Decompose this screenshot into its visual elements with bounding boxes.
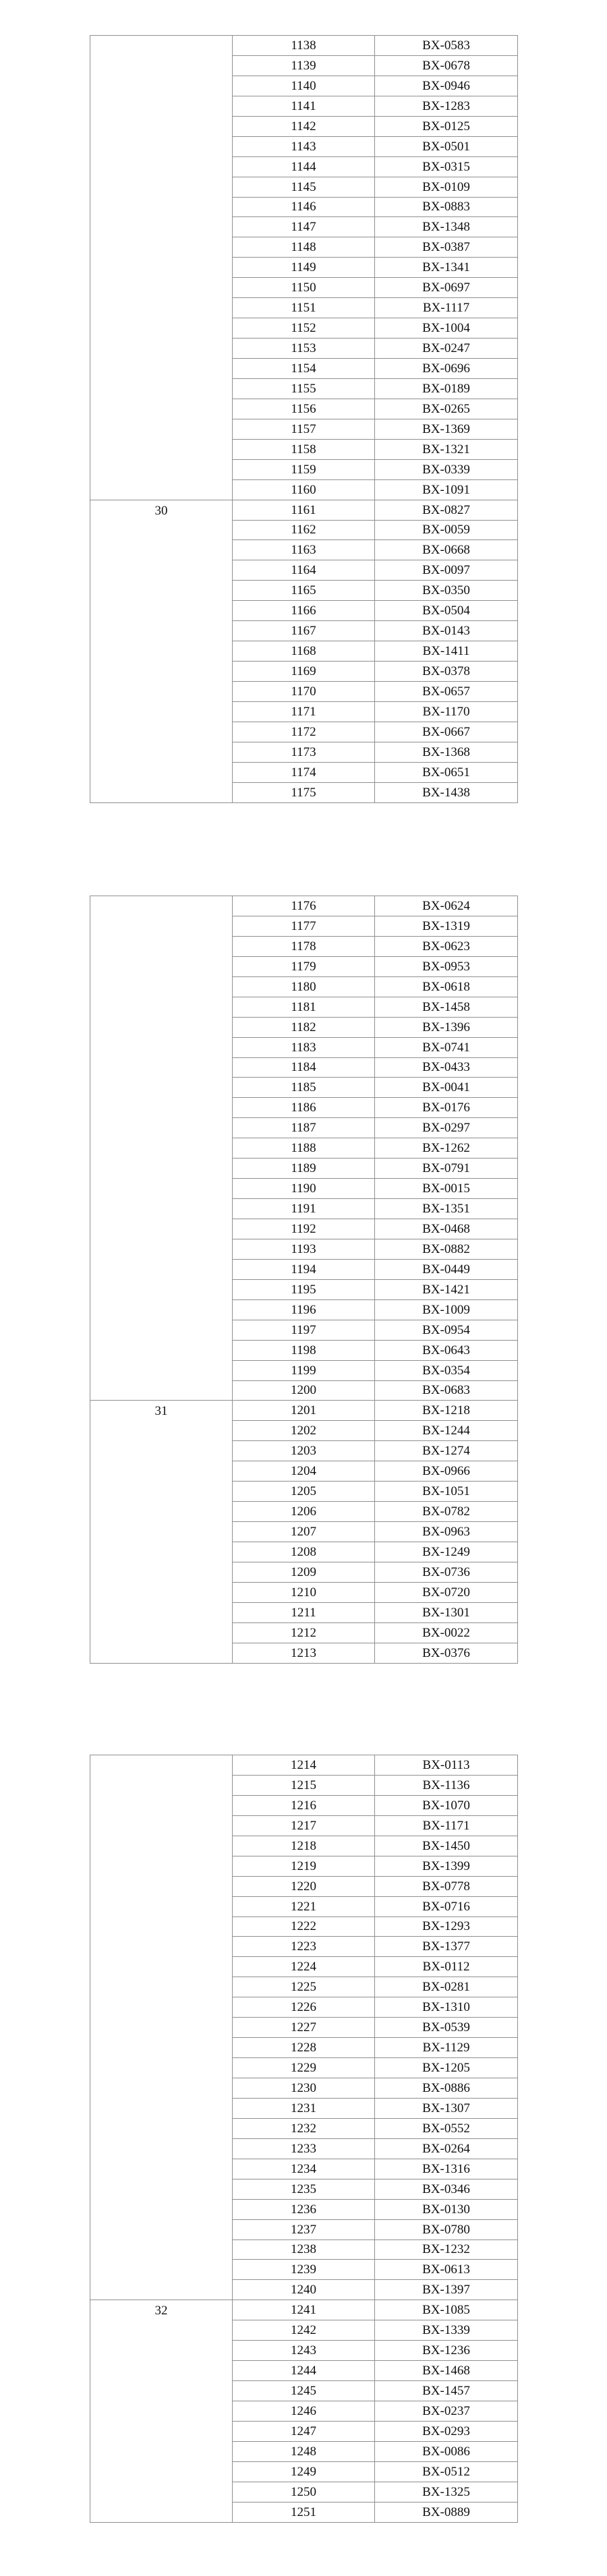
code-cell: BX-0022 — [375, 1622, 518, 1643]
seat-number-cell: 1148 — [233, 237, 375, 258]
code-cell: BX-0651 — [375, 762, 518, 782]
code-cell: BX-1468 — [375, 2361, 518, 2381]
seat-number-cell: 1186 — [233, 1098, 375, 1118]
seat-number-cell: 1196 — [233, 1299, 375, 1320]
seat-number-cell: 1162 — [233, 520, 375, 540]
group-number-cell — [90, 1755, 233, 2300]
seat-number-cell: 1160 — [233, 479, 375, 500]
seat-number-cell: 1220 — [233, 1876, 375, 1896]
code-cell: BX-1396 — [375, 1017, 518, 1037]
code-cell: BX-1301 — [375, 1602, 518, 1622]
group-number-cell — [90, 36, 233, 500]
seat-number-cell: 1229 — [233, 2058, 375, 2078]
seat-number-cell: 1156 — [233, 399, 375, 419]
seat-number-cell: 1212 — [233, 1622, 375, 1643]
seat-number-cell: 1166 — [233, 601, 375, 621]
table-row — [90, 36, 518, 56]
code-cell: BX-0716 — [375, 1896, 518, 1916]
code-cell: BX-1244 — [375, 1421, 518, 1441]
seat-number-cell: 1190 — [233, 1179, 375, 1199]
seat-number-cell: 1242 — [233, 2320, 375, 2341]
code-cell: BX-1341 — [375, 258, 518, 278]
code-cell: BX-1091 — [375, 479, 518, 500]
code-cell: BX-0315 — [375, 156, 518, 177]
code-cell: BX-0657 — [375, 682, 518, 702]
table-page-3 — [90, 1755, 517, 2523]
code-cell: BX-0966 — [375, 1461, 518, 1482]
seat-number-cell: 1225 — [233, 1977, 375, 1997]
seat-number-cell: 1210 — [233, 1582, 375, 1602]
seat-number-cell: 1244 — [233, 2361, 375, 2381]
code-cell: BX-0886 — [375, 2078, 518, 2099]
code-cell: BX-0237 — [375, 2401, 518, 2422]
seat-number-cell: 1187 — [233, 1118, 375, 1138]
code-cell: BX-0613 — [375, 2260, 518, 2280]
seat-number-cell: 1176 — [233, 896, 375, 916]
code-cell: BX-0963 — [375, 1522, 518, 1542]
seat-number-cell: 1183 — [233, 1037, 375, 1057]
seat-number-cell: 1146 — [233, 197, 375, 217]
seat-number-cell: 1200 — [233, 1380, 375, 1401]
code-cell: BX-1232 — [375, 2240, 518, 2260]
seat-number-cell: 1213 — [233, 1643, 375, 1663]
seat-number-cell: 1208 — [233, 1542, 375, 1562]
seat-number-cell: 1207 — [233, 1522, 375, 1542]
code-cell: BX-1129 — [375, 2038, 518, 2058]
code-cell: BX-0354 — [375, 1360, 518, 1380]
seat-number-cell: 1214 — [233, 1755, 375, 1776]
code-cell: BX-0882 — [375, 1239, 518, 1259]
seat-number-cell: 1171 — [233, 701, 375, 722]
code-cell: BX-0501 — [375, 136, 518, 156]
code-cell: BX-0346 — [375, 2179, 518, 2199]
table-row — [90, 500, 518, 520]
roster-table — [90, 896, 518, 1664]
code-cell: BX-0059 — [375, 520, 518, 540]
code-cell: BX-0539 — [375, 2018, 518, 2038]
code-cell: BX-0264 — [375, 2138, 518, 2159]
seat-number-cell: 1221 — [233, 1896, 375, 1916]
code-cell: BX-0782 — [375, 1502, 518, 1522]
code-cell: BX-0954 — [375, 1320, 518, 1340]
seat-number-cell: 1174 — [233, 762, 375, 782]
seat-number-cell: 1204 — [233, 1461, 375, 1482]
seat-number-cell: 1147 — [233, 217, 375, 237]
seat-number-cell: 1175 — [233, 782, 375, 802]
code-cell: BX-0883 — [375, 197, 518, 217]
table-page-1 — [90, 35, 517, 803]
table-row — [90, 896, 518, 916]
seat-number-cell: 1236 — [233, 2199, 375, 2219]
seat-number-cell: 1157 — [233, 419, 375, 439]
seat-number-cell: 1251 — [233, 2502, 375, 2522]
seat-number-cell: 1167 — [233, 621, 375, 641]
seat-number-cell: 1141 — [233, 96, 375, 116]
seat-number-cell: 1182 — [233, 1017, 375, 1037]
seat-number-cell: 1202 — [233, 1421, 375, 1441]
code-cell: BX-0339 — [375, 459, 518, 479]
seat-number-cell: 1161 — [233, 500, 375, 520]
seat-number-cell: 1249 — [233, 2461, 375, 2482]
code-cell: BX-1348 — [375, 217, 518, 237]
code-cell: BX-1321 — [375, 439, 518, 459]
code-cell: BX-1249 — [375, 1542, 518, 1562]
seat-number-cell: 1240 — [233, 2280, 375, 2300]
group-number-cell: 31 — [90, 1401, 233, 1663]
seat-number-cell: 1178 — [233, 936, 375, 956]
code-cell: BX-1399 — [375, 1856, 518, 1876]
code-cell: BX-0130 — [375, 2199, 518, 2219]
seat-number-cell: 1150 — [233, 278, 375, 298]
seat-number-cell: 1179 — [233, 956, 375, 976]
code-cell: BX-1218 — [375, 1401, 518, 1421]
code-cell: BX-0778 — [375, 1876, 518, 1896]
roster-table — [90, 35, 518, 803]
seat-number-cell: 1216 — [233, 1795, 375, 1815]
seat-number-cell: 1197 — [233, 1320, 375, 1340]
seat-number-cell: 1238 — [233, 2240, 375, 2260]
seat-number-cell: 1155 — [233, 378, 375, 399]
seat-number-cell: 1250 — [233, 2482, 375, 2502]
code-cell: BX-0678 — [375, 55, 518, 76]
code-cell: BX-0552 — [375, 2118, 518, 2138]
seat-number-cell: 1239 — [233, 2260, 375, 2280]
code-cell: BX-1411 — [375, 641, 518, 662]
code-cell: BX-0946 — [375, 76, 518, 96]
code-cell: BX-1438 — [375, 782, 518, 802]
seat-number-cell: 1138 — [233, 36, 375, 56]
code-cell: BX-0350 — [375, 581, 518, 601]
seat-number-cell: 1226 — [233, 1997, 375, 2018]
group-number-cell — [90, 896, 233, 1401]
code-cell: BX-0953 — [375, 956, 518, 976]
code-cell: BX-0376 — [375, 1643, 518, 1663]
code-cell: BX-1319 — [375, 916, 518, 936]
seat-number-cell: 1184 — [233, 1057, 375, 1078]
code-cell: BX-1085 — [375, 2300, 518, 2320]
code-cell: BX-0618 — [375, 976, 518, 997]
code-cell: BX-1458 — [375, 997, 518, 1017]
code-cell: BX-0293 — [375, 2421, 518, 2441]
seat-number-cell: 1223 — [233, 1937, 375, 1957]
seat-number-cell: 1185 — [233, 1078, 375, 1098]
seat-number-cell: 1192 — [233, 1219, 375, 1239]
seat-number-cell: 1193 — [233, 1239, 375, 1259]
seat-number-cell: 1165 — [233, 581, 375, 601]
code-cell: BX-1051 — [375, 1482, 518, 1502]
code-cell: BX-0176 — [375, 1098, 518, 1118]
code-cell: BX-0736 — [375, 1562, 518, 1582]
code-cell: BX-1170 — [375, 701, 518, 722]
seat-number-cell: 1168 — [233, 641, 375, 662]
seat-number-cell: 1177 — [233, 916, 375, 936]
seat-number-cell: 1201 — [233, 1401, 375, 1421]
code-cell: BX-0125 — [375, 116, 518, 136]
seat-number-cell: 1203 — [233, 1441, 375, 1461]
code-cell: BX-0449 — [375, 1259, 518, 1279]
seat-number-cell: 1149 — [233, 258, 375, 278]
code-cell: BX-1307 — [375, 2098, 518, 2118]
code-cell: BX-1236 — [375, 2341, 518, 2361]
code-cell: BX-1421 — [375, 1279, 518, 1299]
code-cell: BX-0889 — [375, 2502, 518, 2522]
code-cell: BX-0086 — [375, 2441, 518, 2461]
group-number-cell: 30 — [90, 500, 233, 802]
seat-number-cell: 1189 — [233, 1159, 375, 1179]
code-cell: BX-0741 — [375, 1037, 518, 1057]
code-cell: BX-0468 — [375, 1219, 518, 1239]
seat-number-cell: 1232 — [233, 2118, 375, 2138]
seat-number-cell: 1164 — [233, 560, 375, 581]
code-cell: BX-1293 — [375, 1916, 518, 1937]
seat-number-cell: 1153 — [233, 339, 375, 359]
seat-number-cell: 1217 — [233, 1815, 375, 1836]
seat-number-cell: 1231 — [233, 2098, 375, 2118]
code-cell: BX-1171 — [375, 1815, 518, 1836]
seat-number-cell: 1215 — [233, 1775, 375, 1795]
code-cell: BX-0387 — [375, 237, 518, 258]
code-cell: BX-0143 — [375, 621, 518, 641]
seat-number-cell: 1206 — [233, 1502, 375, 1522]
code-cell: BX-0696 — [375, 359, 518, 379]
code-cell: BX-1457 — [375, 2381, 518, 2401]
code-cell: BX-0433 — [375, 1057, 518, 1078]
code-cell: BX-0378 — [375, 662, 518, 682]
seat-number-cell: 1219 — [233, 1856, 375, 1876]
code-cell: BX-1205 — [375, 2058, 518, 2078]
seat-number-cell: 1234 — [233, 2159, 375, 2179]
seat-number-cell: 1227 — [233, 2018, 375, 2038]
code-cell: BX-0097 — [375, 560, 518, 581]
seat-number-cell: 1170 — [233, 682, 375, 702]
seat-number-cell: 1169 — [233, 662, 375, 682]
code-cell: BX-1262 — [375, 1138, 518, 1159]
code-cell: BX-0041 — [375, 1078, 518, 1098]
code-cell: BX-1310 — [375, 1997, 518, 2018]
seat-number-cell: 1218 — [233, 1836, 375, 1856]
seat-number-cell: 1191 — [233, 1199, 375, 1219]
code-cell: BX-1316 — [375, 2159, 518, 2179]
seat-number-cell: 1142 — [233, 116, 375, 136]
code-cell: BX-0668 — [375, 540, 518, 560]
code-cell: BX-1325 — [375, 2482, 518, 2502]
seat-number-cell: 1145 — [233, 177, 375, 197]
code-cell: BX-0720 — [375, 1582, 518, 1602]
seat-number-cell: 1199 — [233, 1360, 375, 1380]
code-cell: BX-1009 — [375, 1299, 518, 1320]
seat-number-cell: 1195 — [233, 1279, 375, 1299]
code-cell: BX-0265 — [375, 399, 518, 419]
seat-number-cell: 1180 — [233, 976, 375, 997]
seat-number-cell: 1152 — [233, 318, 375, 339]
code-cell: BX-1377 — [375, 1937, 518, 1957]
code-cell: BX-1368 — [375, 742, 518, 762]
seat-number-cell: 1143 — [233, 136, 375, 156]
code-cell: BX-1117 — [375, 298, 518, 318]
seat-number-cell: 1222 — [233, 1916, 375, 1937]
code-cell: BX-0697 — [375, 278, 518, 298]
code-cell: BX-0623 — [375, 936, 518, 956]
code-cell: BX-0109 — [375, 177, 518, 197]
code-cell: BX-0247 — [375, 339, 518, 359]
code-cell: BX-1369 — [375, 419, 518, 439]
code-cell: BX-1274 — [375, 1441, 518, 1461]
code-cell: BX-0112 — [375, 1957, 518, 1977]
table-page-2 — [90, 896, 517, 1664]
code-cell: BX-1351 — [375, 1199, 518, 1219]
seat-number-cell: 1205 — [233, 1482, 375, 1502]
code-cell: BX-0512 — [375, 2461, 518, 2482]
seat-number-cell: 1140 — [233, 76, 375, 96]
seat-number-cell: 1235 — [233, 2179, 375, 2199]
seat-number-cell: 1237 — [233, 2219, 375, 2240]
seat-number-cell: 1144 — [233, 156, 375, 177]
code-cell: BX-1283 — [375, 96, 518, 116]
code-cell: BX-0583 — [375, 36, 518, 56]
code-cell: BX-1450 — [375, 1836, 518, 1856]
seat-number-cell: 1151 — [233, 298, 375, 318]
table-row — [90, 1401, 518, 1421]
seat-number-cell: 1188 — [233, 1138, 375, 1159]
code-cell: BX-0780 — [375, 2219, 518, 2240]
seat-number-cell: 1224 — [233, 1957, 375, 1977]
seat-number-cell: 1154 — [233, 359, 375, 379]
code-cell: BX-0113 — [375, 1755, 518, 1776]
code-cell: BX-0791 — [375, 1159, 518, 1179]
seat-number-cell: 1243 — [233, 2341, 375, 2361]
seat-number-cell: 1241 — [233, 2300, 375, 2320]
seat-number-cell: 1209 — [233, 1562, 375, 1582]
code-cell: BX-1397 — [375, 2280, 518, 2300]
code-cell: BX-0624 — [375, 896, 518, 916]
roster-table — [90, 1755, 518, 2523]
code-cell: BX-0297 — [375, 1118, 518, 1138]
seat-number-cell: 1211 — [233, 1602, 375, 1622]
table-row — [90, 2300, 518, 2320]
seat-number-cell: 1194 — [233, 1259, 375, 1279]
seat-number-cell: 1245 — [233, 2381, 375, 2401]
seat-number-cell: 1172 — [233, 722, 375, 742]
code-cell: BX-0827 — [375, 500, 518, 520]
seat-number-cell: 1159 — [233, 459, 375, 479]
seat-number-cell: 1181 — [233, 997, 375, 1017]
code-cell: BX-0189 — [375, 378, 518, 399]
code-cell: BX-1136 — [375, 1775, 518, 1795]
group-number-cell: 32 — [90, 2300, 233, 2522]
seat-number-cell: 1158 — [233, 439, 375, 459]
code-cell: BX-1070 — [375, 1795, 518, 1815]
code-cell: BX-0015 — [375, 1179, 518, 1199]
seat-number-cell: 1163 — [233, 540, 375, 560]
table-row — [90, 1755, 518, 1776]
seat-number-cell: 1228 — [233, 2038, 375, 2058]
seat-number-cell: 1198 — [233, 1340, 375, 1360]
code-cell: BX-0504 — [375, 601, 518, 621]
code-cell: BX-0643 — [375, 1340, 518, 1360]
seat-number-cell: 1246 — [233, 2401, 375, 2422]
code-cell: BX-0281 — [375, 1977, 518, 1997]
seat-number-cell: 1233 — [233, 2138, 375, 2159]
code-cell: BX-0667 — [375, 722, 518, 742]
seat-number-cell: 1248 — [233, 2441, 375, 2461]
code-cell: BX-1339 — [375, 2320, 518, 2341]
seat-number-cell: 1230 — [233, 2078, 375, 2099]
code-cell: BX-1004 — [375, 318, 518, 339]
seat-number-cell: 1247 — [233, 2421, 375, 2441]
seat-number-cell: 1173 — [233, 742, 375, 762]
seat-number-cell: 1139 — [233, 55, 375, 76]
code-cell: BX-0683 — [375, 1380, 518, 1401]
